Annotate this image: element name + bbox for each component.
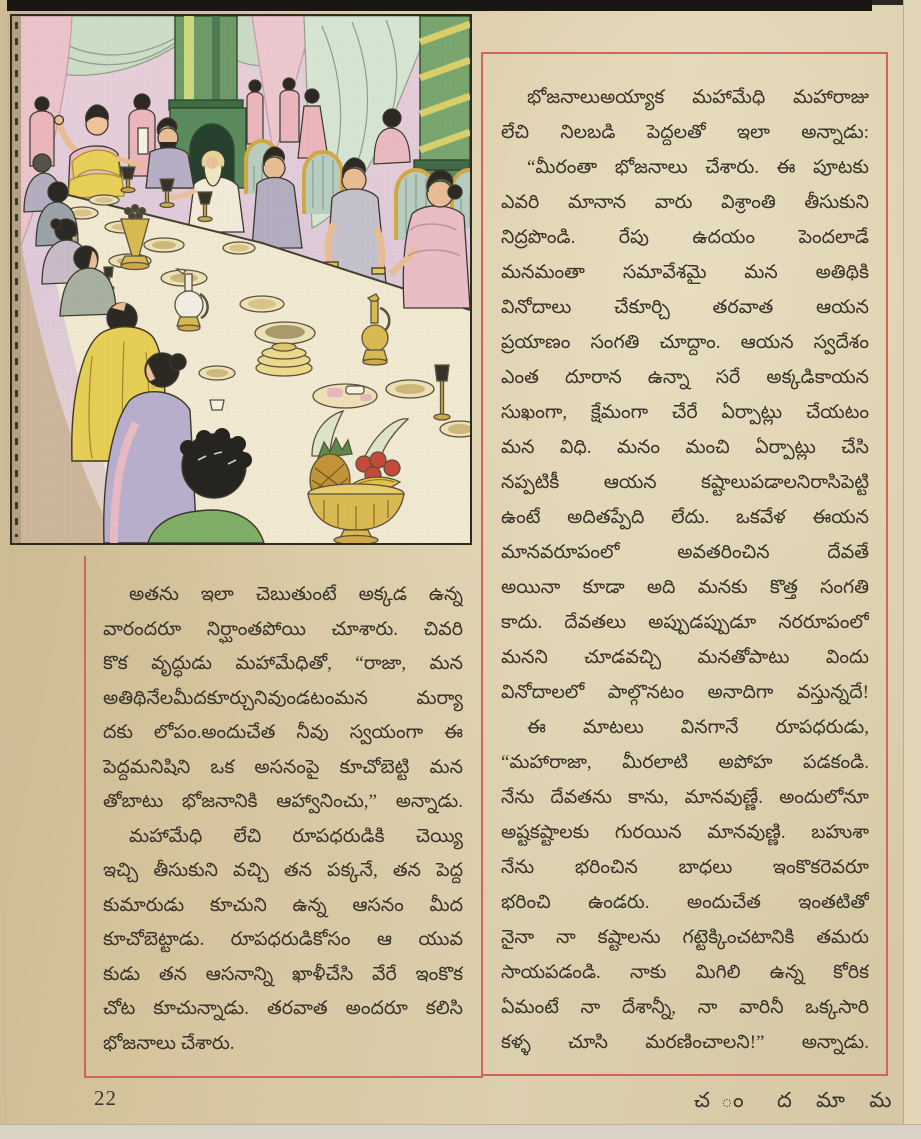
text-line: సుఖంగా, క్షేమంగా చేరే ఏర్పాట్లు చేయటం: [501, 402, 869, 423]
print-texture: [12, 16, 470, 543]
text-line: కూచోబెట్టాడు. రూపధరుడికోసం ఆ యువ: [103, 929, 463, 950]
text-line: వారందరూ నిర్ఘాంతపోయి చూశారు. చివరి: [103, 618, 463, 640]
text-line: భోజనాలు చేశారు.: [103, 1032, 235, 1054]
text-line: “మీరంతా భోజనాలు చేశారు. ఈ పూటకు: [527, 157, 869, 178]
page-edge-right: [903, 0, 921, 1139]
text-line: కొక వృద్ధుడు మహామేధితో, “రాజా, మన: [103, 653, 463, 674]
left-column-text: [103, 578, 463, 1061]
text-line: మానవరూపంలో అవతరించిన దేవతే: [501, 542, 869, 563]
text-line: అయినా కూడా అది మనకు కొత్త సంగతి: [501, 577, 869, 598]
text-line: ఎంత దూరాన ఉన్నా సరే అక్కడికాయన: [501, 367, 869, 388]
text-line: మనని చూడవచ్చి మనతోపాటు విందు: [501, 647, 869, 668]
text-line: నిద్రపొండి. రేపు ఉదయం పెందలాడే: [501, 227, 869, 248]
text-line: వినోదాలలో పాల్గొనటం అనాదిగా వస్తున్నదే!: [501, 682, 869, 703]
text-line: ఇచ్చి తీసుకుని వచ్చి తన పక్కనే, తన పెద్ద: [103, 860, 463, 881]
text-line: దకు లోపం.అందుచేత నీవు స్వయంగా ఈ: [103, 722, 463, 743]
text-line: లేచి నిలబడి పెద్దలతో ఇలా అన్నాడు:: [501, 122, 869, 143]
text-line: వినోదాలు చేకూర్చి తరవాత ఆయన: [501, 297, 869, 318]
text-line: అతను ఇలా చెబుతుంటే అక్కడ ఉన్న: [129, 584, 463, 605]
text-line: నైనా నా కష్టాలను గట్టెక్కించటానికి తమరు: [501, 927, 869, 948]
scan-edge-top: [0, 0, 872, 11]
text-line: మనమంతా సమావేశమై మన అతిథికి: [501, 262, 869, 283]
text-line: నేను భరించిన బాధలు ఇంకొకరెవరూ: [501, 857, 869, 878]
text-line: భోజనాలుఅయ్యాక మహామేధి మహారాజు: [527, 87, 869, 108]
page-number: 22: [94, 1086, 117, 1110]
text-line: చోట కూచున్నాడు. తరవాత అందరూ కలిసి: [103, 998, 463, 1019]
text-line: కుడు తన ఆసనాన్ని ఖాళీచేసి వేరే ఇంకొక: [103, 963, 463, 985]
text-line: మహామేధి లేచి రూపధరుడికి చెయ్యి: [129, 825, 463, 847]
feast-illustration: [10, 14, 472, 545]
text-line: తోబాటు భోజనానికి ఆహ్వానించు,” అన్నాడు.: [103, 791, 463, 812]
text-line: నేను దేవతను కాను, మానవుణ్ణే. అందులోనూ: [501, 787, 869, 808]
text-line: “మహారాజా, మీరలాటి అపోహ పడకండి.: [501, 752, 869, 773]
text-line: అతిథినేలమీదకూర్చునివుండటంమన మర్యా: [103, 687, 463, 709]
text-line: కాదు. దేవతలు అప్పుడప్పుడూ నరరూపంలో: [501, 612, 869, 633]
text-line: ప్రయాణం సంగతి చూద్దాం. ఆయన స్వదేశం: [501, 332, 869, 353]
left-column-red-rule: [84, 556, 86, 1076]
text-line: ఉంటే అదితప్పేది లేదు. ఒకవేళ ఈయన: [501, 507, 869, 528]
text-line: నప్పటికీ ఆయన కష్టాలుపడాలనిరాసిపెట్టి: [501, 472, 869, 493]
magazine-title: చ ం ద మా మ: [694, 1088, 897, 1112]
page-edge-left: [0, 0, 7, 1139]
text-line: పెద్దమనిషిని ఒక అసనంపై కూచోబెట్టి మన: [103, 756, 463, 778]
text-line: సాయపడండి. నాకు మిగిలి ఉన్న కోరిక: [501, 962, 869, 983]
text-line: ఎవరి మానాన వారు విశ్రాంతి తీసుకుని: [501, 192, 869, 213]
text-line: భరించి ఉండరు. అందుచేత ఇంతటితో: [501, 892, 869, 913]
text-line: మన విధి. మనం మంచి ఏర్పాట్లు చేసి: [501, 437, 869, 458]
right-column-text: [501, 80, 869, 1060]
text-line: కళ్ళ చూసి మరణించాలని!” అన్నాడు.: [501, 1032, 869, 1053]
text-line: ఏమంటే నా దేశాన్నీ, నా వారినీ ఒక్కసారి: [501, 997, 869, 1018]
page-edge-bottom: [0, 1124, 921, 1139]
text-line: ఈ మాటలు వినగానే రూపధరుడు,: [527, 717, 869, 738]
bottom-red-rule: [84, 1076, 483, 1078]
text-line: అష్టకష్టాలకు గురయిన మానవుణ్ణి. బహుశా: [501, 822, 869, 843]
text-line: కుమారుడు కూచుని ఉన్న ఆసనం మీద: [103, 894, 463, 916]
